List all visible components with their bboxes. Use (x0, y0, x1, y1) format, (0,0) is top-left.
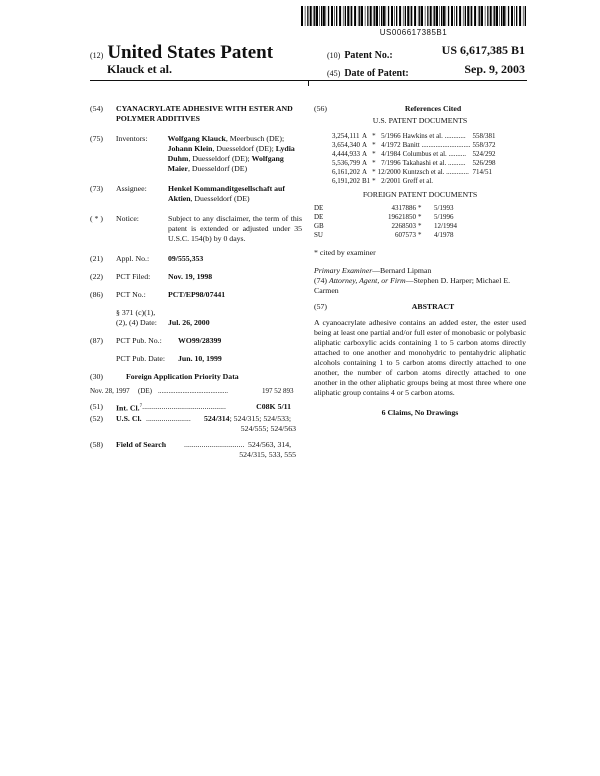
inventors-list (168, 134, 302, 174)
us-ref-cell: * (372, 159, 376, 167)
us-ref-cell: A (362, 132, 368, 140)
us-ref-cell: 12/2000 (377, 168, 401, 176)
barcode-bar (471, 6, 472, 26)
barcode-bar (383, 6, 385, 26)
kind-code: (12) (90, 51, 104, 60)
barcode-bar (467, 6, 469, 26)
patent-number: US 6,617,385 B1 (441, 43, 525, 57)
barcode-bar (499, 6, 500, 26)
us-ref-cell: 4,444,933 (332, 150, 360, 158)
field-code: (87) (90, 336, 103, 345)
barcode-bar (479, 6, 480, 26)
date-label: Date of Patent: (344, 68, 409, 79)
s371-date-row (116, 318, 302, 328)
foreign-patent-docs-heading: FOREIGN PATENT DOCUMENTS (362, 190, 478, 199)
inventors-field (90, 134, 302, 174)
us-ref-cell: * (372, 132, 376, 140)
abstract-text: A cyanoacrylate adhesive contains an added ester, the ester used being at least one partial and/or full ester of monobasic or polybasic aliphatic carboxylic acids containing 1 to 5 carbon atoms directly attached to one another and monohydric to pentahydric aliphatic alcohols containing 1 to 5 carbon atoms directly attached to one another, the number of carbon atoms directly attached to one another in the other aliphatic groups being at most three where one aliphatic group contains 4 or 5 carbon atoms. (314, 318, 526, 397)
barcode-bar (359, 6, 360, 26)
field-code: (86) (90, 290, 103, 299)
foreign-ref-row (314, 231, 476, 240)
us-ref-cell: 524/292 (472, 150, 496, 158)
title-field (90, 104, 302, 124)
barcode-bar (511, 6, 513, 26)
inventor-line: Johann Klein, Duesseldorf (DE); Lydia (167, 144, 295, 153)
us-ref-row (332, 159, 497, 168)
barcode-bar (494, 6, 495, 26)
barcode-bar (396, 6, 397, 26)
code-10: (10) (327, 51, 341, 60)
us-ref-cell: * (372, 168, 376, 176)
barcode-bar (313, 6, 314, 26)
barcode-bar (403, 6, 404, 26)
us-cl-value-cont: 524/555; 524/563 (240, 423, 296, 433)
field-code: (73) (90, 184, 103, 193)
barcode-bar (339, 6, 341, 26)
barcode-bar (448, 6, 449, 26)
pct-pub-no: WO99/28399 (178, 336, 222, 345)
barcode-bar (421, 6, 423, 26)
refs-cited-heading: References Cited (404, 104, 462, 113)
us-cl-field (90, 414, 302, 424)
foreign-ref-row (314, 222, 476, 231)
pct-no-field (90, 290, 302, 300)
barcode-bar (345, 6, 346, 26)
barcode-bar (334, 6, 335, 26)
barcode-bar (326, 6, 327, 26)
barcode-bar (523, 6, 524, 26)
claims-summary: 6 Claims, No Drawings (381, 408, 459, 417)
barcode-bar (441, 6, 442, 26)
barcode-bar (443, 6, 445, 26)
barcode-bar (454, 6, 455, 26)
field-of-search-value: 524/563, 314, (248, 439, 292, 449)
us-ref-cell (473, 177, 498, 186)
barcode-bar (370, 6, 372, 26)
barcode-bar (331, 6, 333, 26)
foreign-ref-cell: DE (314, 213, 324, 221)
barcode-bar (310, 6, 312, 26)
field-code: (57) (314, 302, 327, 311)
barcode-bar (351, 6, 352, 26)
barcode-bar (419, 6, 420, 26)
barcode-bar (485, 6, 486, 26)
pct-pub-date: Jun. 10, 1999 (178, 354, 222, 363)
barcode-bar (439, 6, 440, 26)
foreign-ref-cell: 12/1994 (434, 222, 457, 230)
dot-leader: ....................... (146, 413, 191, 423)
barcode-bar (525, 6, 526, 26)
us-ref-cell: * (372, 141, 376, 149)
notice-label: Notice: (116, 214, 139, 223)
barcode-bar (430, 6, 432, 26)
inventor-line: Wolfgang Klauck, Meerbusch (DE); (167, 134, 285, 143)
foreign-ref-cell: 5/1996 (434, 213, 454, 221)
barcode-bar (463, 6, 464, 26)
int-cl-value: C08K 5/11 (256, 402, 291, 411)
field-code: (54) (90, 104, 103, 113)
us-ref-cell: * (372, 150, 376, 158)
barcode-bar (411, 6, 412, 26)
barcode-bar (374, 6, 375, 26)
foreign-ref-cell: GB (314, 222, 324, 230)
appl-no: 09/555,353 (168, 254, 204, 263)
foreign-ref-cell: 5/1993 (434, 204, 454, 212)
s371-line: (2), (4) Date: (116, 318, 157, 327)
abstract-heading-row (314, 302, 526, 312)
pct-pub-date-label: PCT Pub. Date: (116, 354, 166, 363)
foreign-ref-cell: 607573 (395, 231, 416, 239)
patent-no-label: Patent No.: (344, 50, 393, 61)
barcode-bar (519, 6, 521, 26)
inventor-line: Maier, Duesseldorf (DE) (167, 164, 248, 173)
barcode-bar (358, 6, 359, 26)
s371-line: § 371 (c)(1), (116, 308, 156, 317)
field-code: (52) (90, 413, 103, 423)
barcode-bar (446, 6, 447, 26)
s371-date: Jul. 26, 2000 (168, 318, 210, 327)
assignee-label: Assignee: (116, 184, 147, 193)
barcode-bar (305, 6, 306, 26)
us-ref-cell: 5/1966 (381, 132, 401, 140)
us-ref-cell: A (362, 141, 368, 149)
us-ref-cell: 3,254,111 (332, 132, 360, 140)
patent-header-left (90, 42, 273, 64)
foreign-ref-cell: * (418, 204, 422, 212)
barcode-bar (493, 6, 494, 26)
us-ref-cell: A (362, 168, 368, 176)
foreign-app-no: 197 52 893 (262, 387, 294, 395)
barcode-bar (391, 6, 393, 26)
barcode-bar (336, 6, 337, 26)
us-ref-row (332, 168, 497, 177)
barcode-bar (414, 6, 416, 26)
us-ref-cell: 526/298 (472, 159, 496, 167)
barcode-bar (386, 6, 387, 26)
field-code: (51) (90, 402, 103, 411)
barcode-bar (405, 6, 406, 26)
barcode-bar (425, 6, 426, 26)
barcode-bar (321, 6, 322, 26)
barcode (301, 6, 526, 26)
foreign-ref-cell: 2268503 (391, 222, 416, 230)
barcode-bar (508, 6, 509, 26)
foreign-refs-table (314, 204, 476, 240)
us-cl-label: U.S. Cl. (116, 413, 142, 423)
refs-cited-field (314, 104, 526, 114)
cited-by-examiner-note: * cited by examiner (314, 248, 376, 257)
us-ref-cell: Kuntzsch et al. ............. (402, 168, 469, 176)
field-code: ( * ) (90, 214, 103, 223)
barcode-bar (319, 6, 320, 26)
us-ref-cell: Hawkins et al. ............ (402, 132, 466, 140)
int-cl-label: Int. Cl.$^7$ (116, 403, 143, 413)
barcode-bar (394, 6, 395, 26)
barcode-bar (373, 6, 374, 26)
inventors-label: Inventors: (115, 134, 148, 143)
us-ref-cell: 4/1972 (381, 141, 401, 149)
us-ref-cell: 7/1996 (381, 159, 401, 167)
barcode-bar (470, 6, 471, 26)
barcode-bar (367, 6, 368, 26)
int-cl-field (90, 402, 302, 414)
patent-date: Sep. 9, 2003 (464, 62, 525, 76)
notice-field (90, 214, 302, 244)
pct-no: PCT/EP98/07441 (168, 290, 226, 299)
barcode-bar (474, 6, 476, 26)
barcode-bar (487, 6, 488, 26)
barcode-bar (376, 6, 378, 26)
left-column (90, 104, 302, 460)
pct-filed-date: Nov. 19, 1998 (168, 272, 213, 281)
us-ref-row (332, 177, 497, 186)
us-ref-row (332, 141, 497, 150)
us-ref-cell: B1 (362, 177, 371, 185)
us-ref-cell: 6,191,202 (332, 177, 360, 185)
barcode-bar (516, 6, 517, 26)
foreign-priority-heading: Foreign Application Priority Data (126, 372, 239, 381)
barcode-bar (388, 6, 389, 26)
us-ref-cell: Takahashi et al. .......... (402, 159, 466, 167)
barcode-bar (501, 6, 502, 26)
field-code: (56) (314, 104, 327, 113)
foreign-ref-cell: SU (314, 231, 323, 239)
barcode-bar (496, 6, 498, 26)
s371-field (90, 308, 302, 328)
foreign-ref-cell: 19621850 (388, 213, 416, 221)
us-ref-cell: Greff et al. (402, 177, 434, 185)
barcode-bar (361, 6, 363, 26)
field-code: (58) (90, 439, 103, 449)
patent-date-row (327, 63, 409, 81)
foreign-ref-cell: 4317886 (391, 204, 416, 212)
header-rule-tick (308, 80, 309, 86)
us-ref-cell: 2/2001 (381, 177, 401, 185)
us-ref-cell: 3,654,340 (332, 141, 360, 149)
barcode-bar (328, 6, 329, 26)
pct-no-label: PCT No.: (116, 290, 146, 299)
us-cl-value: 524/314; 524/315; 524/533; (204, 413, 292, 423)
us-ref-cell: 6,161,202 (332, 168, 360, 176)
barcode-number: US006617385B1 (379, 28, 448, 37)
barcode-bar (314, 6, 315, 26)
barcode-bar (407, 6, 409, 26)
assignee-field (90, 184, 302, 204)
foreign-date: Nov. 28, 1997 (90, 387, 130, 395)
us-ref-cell: A (362, 159, 368, 167)
us-ref-cell: 558/372 (472, 141, 496, 149)
appl-no-field (90, 254, 302, 264)
barcode-bar (481, 6, 483, 26)
us-ref-cell: 714/51 (472, 168, 492, 176)
foreign-ref-cell: * (418, 222, 422, 230)
barcode-bar (307, 6, 308, 26)
us-ref-cell: A (362, 150, 368, 158)
barcode-bar (490, 6, 492, 26)
pct-pub-label: PCT Pub. No.: (116, 336, 162, 345)
attorney-field: (74) Attorney, Agent, or Firm—Stephen D. Harper; Michael E. Carmen (314, 276, 511, 295)
barcode-bar (323, 6, 325, 26)
us-ref-row (332, 132, 497, 141)
barcode-bar (506, 6, 507, 26)
us-patent-docs-heading: U.S. PATENT DOCUMENTS (372, 116, 468, 125)
dot-leader: ........................................ (158, 387, 228, 395)
appl-label: Appl. No.: (116, 254, 150, 263)
barcode-bar (434, 6, 435, 26)
barcode-bar (465, 6, 466, 26)
primary-examiner: Primary Examiner—Bernard Lipman (314, 266, 432, 275)
barcode-bar (410, 6, 411, 26)
foreign-ref-cell: 4/1978 (434, 231, 454, 239)
barcode-bar (418, 6, 419, 26)
barcode-bar (459, 6, 461, 26)
patent-number-row (327, 45, 393, 63)
us-ref-cell: Columbus et al. .......... (402, 150, 467, 158)
pct-pub-date-field (90, 354, 302, 364)
patent-title: CYANACRYLATE ADHESIVE WITH ESTER AND POLYMER ADDITIVES (116, 104, 293, 123)
us-ref-cell: 5,536,799 (332, 159, 360, 167)
barcode-bar (433, 6, 434, 26)
us-refs-table (332, 132, 497, 186)
pct-filed-field (90, 272, 302, 282)
dot-leader: ........................................... (142, 402, 226, 411)
notice-text: Subject to any disclaimer, the term of this patent is extended or adjusted under 35 U.S.C. 154(b) by 0 days. (168, 214, 302, 243)
us-ref-cell: 558/381 (472, 132, 496, 140)
barcode-bar (365, 6, 366, 26)
barcode-bar (379, 6, 380, 26)
barcode-bar (451, 6, 453, 26)
field-code: (75) (90, 134, 103, 143)
dot-leader: ............................... (184, 439, 245, 449)
barcode-bar (316, 6, 318, 26)
barcode-bar (436, 6, 438, 26)
right-column (314, 104, 526, 418)
field-of-search-label: Field of Search (116, 439, 167, 449)
foreign-ref-cell: * (418, 213, 422, 221)
foreign-ref-row (314, 213, 476, 222)
us-ref-cell: 4/1984 (381, 150, 401, 158)
field-of-search-value-cont: 524/315, 533, 555 (239, 449, 296, 459)
abstract-heading: ABSTRACT (411, 302, 455, 311)
us-ref-cell: * (372, 177, 376, 185)
patent-type: United States Patent (107, 42, 274, 63)
barcode-bar (343, 6, 344, 26)
barcode-bar (399, 6, 401, 26)
us-ref-cell: Banitt ............................ (402, 141, 471, 149)
foreign-ref-row (314, 204, 476, 213)
barcode-bar (503, 6, 505, 26)
foreign-priority-field (90, 372, 302, 382)
field-code: (21) (90, 254, 103, 263)
barcode-bar (427, 6, 428, 26)
barcode-bar (350, 6, 351, 26)
foreign-priority-row (90, 386, 302, 396)
assignee-value: Henkel Kommanditgesellschaft auf Aktien, Duesseldorf (DE) (168, 184, 285, 203)
barcode-bar (478, 6, 479, 26)
barcode-bar (514, 6, 515, 26)
field-of-search (90, 440, 302, 450)
barcode-bar (301, 6, 303, 26)
foreign-ref-cell: DE (314, 204, 324, 212)
barcode-bar (381, 6, 382, 26)
us-ref-row (332, 150, 497, 159)
code-45: (45) (327, 69, 341, 78)
barcode-bar (354, 6, 356, 26)
field-code: (22) (90, 272, 103, 281)
barcode-bar (456, 6, 457, 26)
inventor-line: Duhm, Duesseldorf (DE); Wolfgang (167, 154, 284, 163)
barcode-bar (347, 6, 349, 26)
foreign-country: (DE) (138, 387, 152, 395)
foreign-ref-cell: * (418, 231, 422, 239)
inventor-short: Klauck et al. (107, 62, 172, 76)
pct-filed-label: PCT Filed: (116, 272, 151, 281)
field-code: (30) (90, 372, 103, 381)
pct-pub-field (90, 336, 302, 346)
